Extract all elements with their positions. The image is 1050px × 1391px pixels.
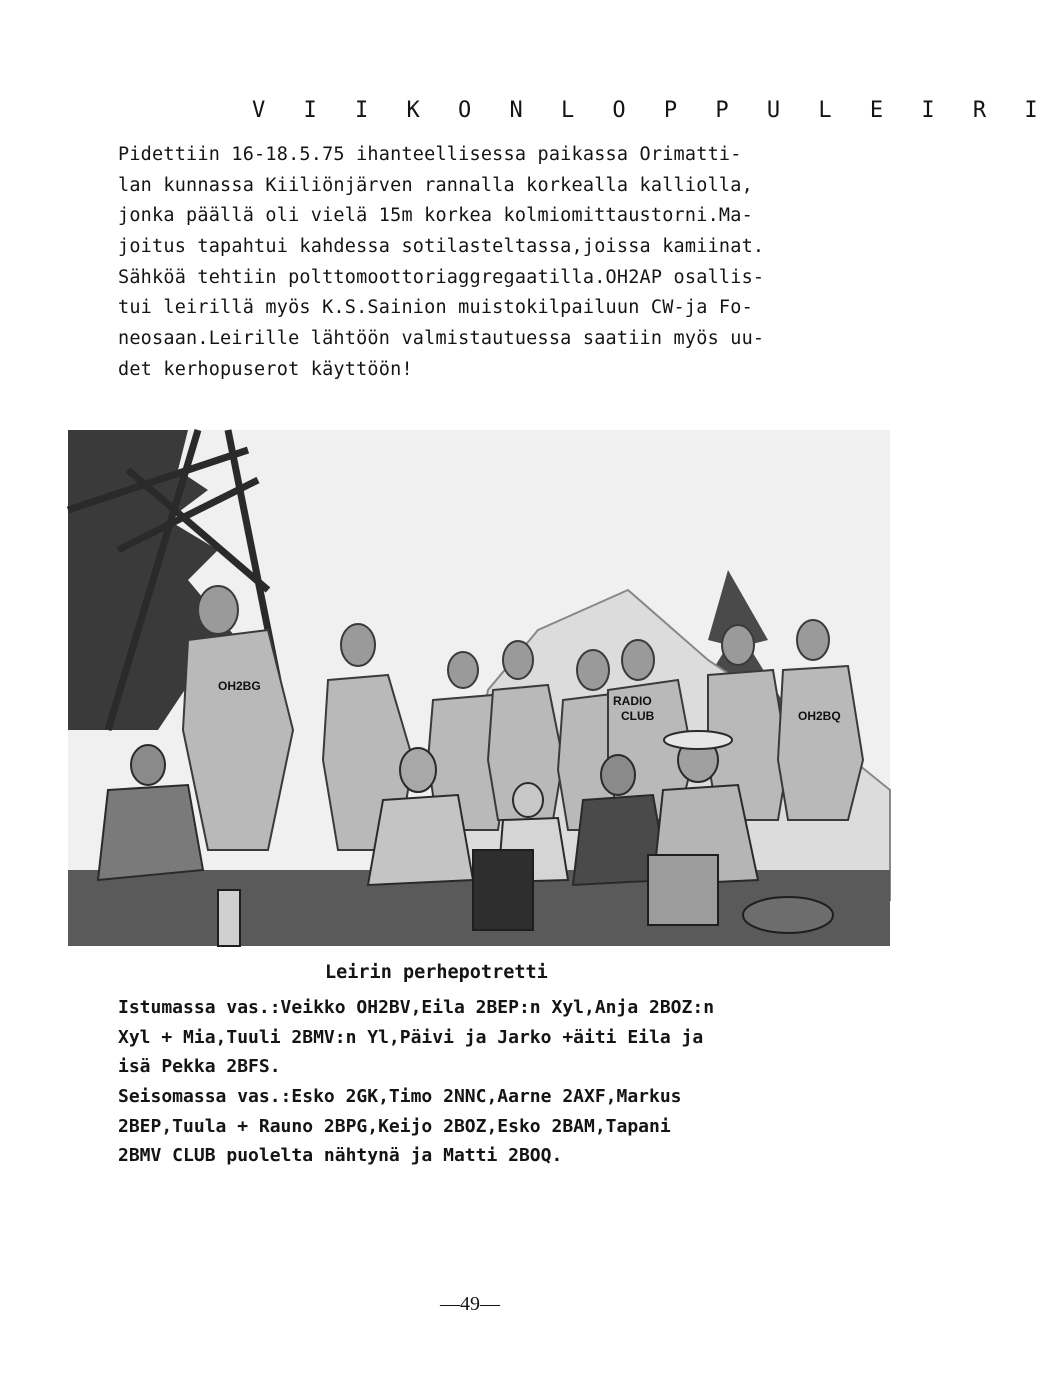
body-line: tui leirillä myös K.S.Sainion muistokilpailuun CW-ja Fo- — [118, 297, 753, 319]
page-number: —49— — [440, 1293, 500, 1315]
group-photo-illustration — [68, 430, 890, 946]
caption-line: isä Pekka 2BFS. — [118, 1056, 281, 1078]
caption-line: 2BEP,Tuula + Rauno 2BPG,Keijo 2BOZ,Esko 2BAM,Tapani — [118, 1115, 671, 1137]
caption-line: 2BMV CLUB puolelta nähtynä ja Matti 2BOQ. — [118, 1145, 563, 1167]
group-photo — [68, 430, 890, 946]
jersey-text: CLUB — [621, 709, 655, 723]
body-line: Pidettiin 16-18.5.75 ihanteellisessa paikassa Orimatti- — [118, 144, 742, 165]
body-paragraph — [118, 140, 818, 386]
body-line: joitus tapahtui kahdessa sotilasteltassa,joissa kamiinat. — [118, 236, 765, 258]
page-title: V I I K O N L O P P U L E I R I — [252, 98, 1050, 123]
jersey-text: OH2BQ — [798, 709, 841, 723]
body-line: jonka päällä oli vielä 15m korkea kolmiomittaustorni.Ma- — [118, 205, 753, 227]
caption-line: Seisomassa vas.:Esko 2GK,Timo 2NNC,Aarne 2AXF,Markus — [118, 1086, 682, 1108]
body-line: neosaan.Leirille lähtöön valmistautuessa saatiin myös uu- — [118, 328, 765, 350]
body-line: lan kunnassa Kiiliönjärven rannalla korkealla kalliolla, — [118, 174, 753, 196]
jersey-text: OH2BG — [218, 679, 261, 693]
body-line: Sähköä tehtiin polttomoottoriaggregaatilla.OH2AP osallis- — [118, 266, 765, 288]
photo-caption-title: Leirin perhepotretti — [325, 962, 548, 983]
jersey-text: RADIO — [613, 694, 652, 708]
photo-caption — [118, 993, 838, 1171]
caption-line: Istumassa vas.:Veikko OH2BV,Eila 2BEP:n Xyl,Anja 2BOZ:n — [118, 997, 715, 1018]
body-line: det kerhopuserot käyttöön! — [118, 358, 413, 380]
caption-line: Xyl + Mia,Tuuli 2BMV:n Yl,Päivi ja Jarko +äiti Eila ja — [118, 1026, 704, 1048]
